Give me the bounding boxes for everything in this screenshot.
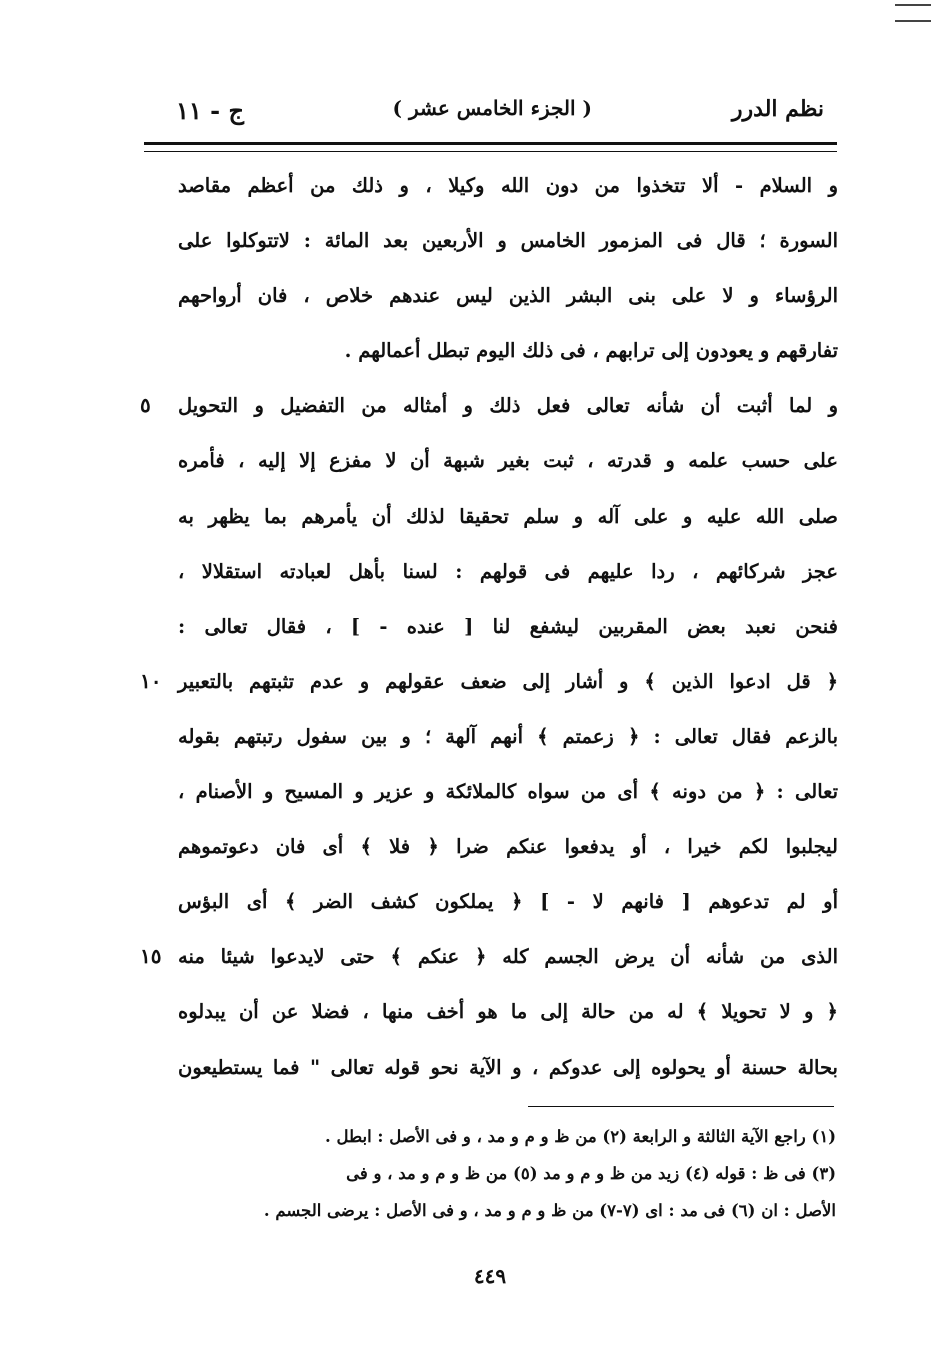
text-line — [138, 158, 838, 213]
line-text: و السلام - ألا تتخذوا من دون الله وكيلا ، و ذلك من أعظم مقاصد — [178, 174, 838, 197]
text-line — [138, 378, 838, 433]
text-line — [138, 654, 838, 709]
surah-reference: ج - ١١ — [176, 96, 244, 125]
footnote-line: (٣) فى ظ : قوله (٤) زيد من ظ و م و مد (٥) من ظ و م و مد ، و فى — [346, 1164, 836, 1183]
footnotes — [188, 1118, 836, 1229]
line-text: عجز شركائهم ، ردا عليهم فى قولهم : لسنا بأهل لعبادته استقلالا ، — [178, 559, 838, 583]
line-text: ليجلبوا لكم خيرا ، أو يدفعوا عنكم ضرا ﴿ فلا ﴾ أى فان دعوتموهم — [178, 835, 838, 859]
text-line — [138, 709, 838, 764]
line-text: صلى الله عليه و على آله و سلم تحقيقا لذلك أن يأمرهم بما يظهر به — [178, 504, 838, 528]
text-line — [138, 929, 838, 984]
line-text: تعالى : ﴿ من دونه ﴾ أى من سواه كالملائكة و عزير و المسيح و الأصنام ، — [178, 780, 838, 804]
line-number: ١٥ — [140, 944, 162, 969]
line-number: ١٠ — [140, 668, 162, 693]
footnote-line: (١) راجع الآية الثالثة و الرابعة (٢) من ظ و م و مد ، و فى الأصل : ابطل . — [324, 1127, 836, 1146]
line-text: فنحن نعبد بعض المقربين ليشفع لنا [ عنده - ] ، فقال تعالى : — [178, 614, 838, 638]
text-line — [138, 599, 838, 654]
text-line — [138, 268, 838, 323]
text-line — [138, 323, 838, 378]
line-text: تفارقهم و يعودون إلى ترابهم ، فى ذلك اليوم تبطل أعمالهم . — [344, 339, 838, 363]
line-text: الذى من شأنه أن يرض الجسم كله ﴿ عنكم ﴾ حتى لايدعوا شيئا منه — [178, 945, 838, 969]
text-line — [138, 433, 838, 488]
line-text: ﴿ قل ادعوا الذين ﴾ و أشار إلى ضعف عقولهم و عدم تثبتهم بالتعبير — [178, 669, 838, 693]
line-text: على حسب علمه و قدرته ، ثبت بغير شبهة أن لا مفزع إلا إليه ، فأمره — [178, 449, 838, 473]
text-line — [138, 764, 838, 819]
book-title: نظم الدرر — [731, 96, 824, 122]
line-number: ٥ — [140, 393, 151, 418]
line-text: بحالة حسنة أو يحولوه إلى عدوكم ، و الآية نحو قوله تعالى " فما يستطيعون — [178, 1055, 838, 1079]
text-line — [138, 984, 838, 1039]
header-rule — [144, 142, 837, 152]
text-line — [138, 1040, 838, 1095]
main-text — [138, 158, 838, 1095]
page-number: ٤٤٩ — [473, 1264, 507, 1288]
footnote-line: الأصل : ان (٦) فى مد : اى (٧-٧) من ظ و م و مد ، و فى الأصل : يرضى الجسم . — [263, 1201, 836, 1220]
text-line — [138, 213, 838, 268]
text-line — [138, 874, 838, 929]
footnote-divider — [528, 1106, 834, 1107]
line-text: الرؤساء و لا على بنى البشر الذين ليس عندهم خلاص ، فان أرواحهم — [178, 284, 838, 308]
page-header — [176, 96, 824, 136]
text-line — [138, 819, 838, 874]
text-line — [138, 544, 838, 599]
line-text: السورة ؛ قال فى المزمور الخامس و الأربعين بعد المائة : لاتتوكلوا على — [178, 229, 838, 253]
line-text: و لما أثبت أن شأنه تعالى فعل ذلك و أمثاله من التفضيل و التحويل — [178, 394, 838, 418]
part-label: ( الجزء الخامس عشر ) — [392, 96, 592, 120]
scan-mark — [895, 4, 931, 22]
line-text: ﴿ و لا تحويلا ﴾ له من حالة إلى ما هو أخف منها ، فضلا عن أن يبدلوه — [178, 1000, 838, 1024]
line-text: أو لم تدعوهم [ فانهم لا - ] ﴿ يملكون كشف الضر ﴾ أى البؤس — [178, 890, 838, 914]
text-line — [138, 489, 838, 544]
line-text: بالزعم فقال تعالى : ﴿ زعمتم ﴾ أنهم آلهة ؛ و بين سفول رتبتهم بقوله — [178, 724, 838, 748]
